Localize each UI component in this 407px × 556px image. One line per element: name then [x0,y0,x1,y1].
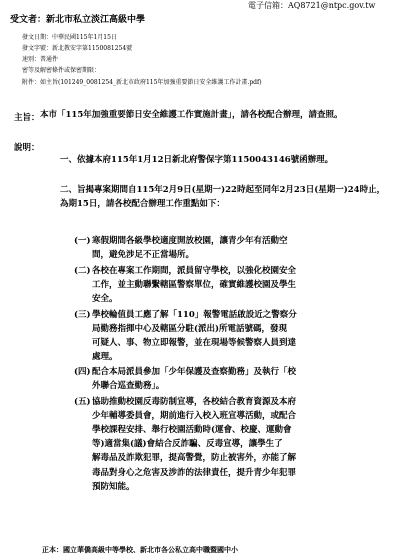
sub-item-line: 工作，並主動聯繫轄區警察單位，確實維護校園及學生 [92,279,297,290]
subject-text: 本市「115年加強重要節日安全維護工作實施計畫」，請各校配合辦理，請查照。 [40,110,343,120]
sub-item-number: (四) [74,367,91,378]
sub-item-line: 解毒品及詐欺犯罪，提高警覺，防止被害外，亦能了解 [92,453,297,464]
sub-item-line: 處理。 [92,351,118,362]
item-text: 旨揭專案期間自115年2月9日(星期一)22時起至同年2月23日(星期一)24時止，為期15日，請各校配合辦理工作重點如下： [60,185,386,209]
sub-item-number: (二) [74,265,91,276]
sub-item-line: 間，避免涉足不正當場所。 [92,250,195,261]
explanation-item-2 [60,183,390,211]
subject-label: 主旨： [14,113,40,123]
explanation-item-1 [60,153,333,167]
sub-item-number: (一) [74,236,91,246]
sub-item-line: 安全。 [92,293,118,304]
footer-copy-to: 正本：國立華僑高級中等學校、新北市各公私立高中職暨國中小 [42,545,238,554]
email-line: 電子信箱：AQ8721@ntpc.gov.tw [248,1,376,10]
doc-attachment: 附件：如主旨(101249_0081254_新北市政府115年加強重要節日安全維護工作計畫.pdf) [22,79,262,86]
sub-item-line: 局勤務指揮中心及轄區分駐(派出)所電話號碼，發現 [92,323,288,334]
item-number: 二、 [60,185,78,195]
sub-item-line: 寒假期間各級學校適度開放校園，讓青少年有活動空 [92,236,288,246]
sub-item-line: 各校在專案工作期間，派員留守學校，以強化校園安全 [92,265,297,276]
doc-secret: 密等及解密條件或保密期限： [22,67,101,74]
sub-item-line: 等)適當集(議)會結合反詐騙、反毒宣導，讓學生了 [92,439,283,450]
doc-date: 發文日期：中華民國115年1月15日 [22,34,117,41]
doc-speed: 速別：普通件 [22,56,59,63]
sub-item-line: 學校輪值員工應了解「110」報警電話啟設近之警察分 [92,309,297,320]
recipient-name: 新北市私立淡江高級中學 [46,15,146,25]
sub-item-line: 學校課程安排、舉行校園活動時(運會、校慶、運動會 [92,425,292,436]
doc-number: 發文字號：新北教安字第1150081254號 [22,45,133,52]
sub-item-line: 協助推動校園反毒防制宣導，各校結合教育資源及本府 [92,397,297,408]
sub-item-line: 配合本局派員參加「少年保護及查察勤務」及執行「校 [92,367,297,378]
explanation-label: 說明： [14,143,40,153]
sub-item-line: 外聯合巡查勤務」。 [92,381,165,392]
recipient-row [10,12,145,25]
sub-item-number: (五) [74,397,91,408]
sub-item-number: (三) [74,309,91,320]
sub-item-line: 可疑人、事、物立即報警，並在現場等候警察人員到達 [92,337,297,348]
sub-item-line: 預防知能。 [92,481,135,492]
recipient-label: 受文者： [10,15,47,25]
sub-item-line: 少年輔導委員會，期前進行入校入班宣導活動，或配合 [92,411,297,422]
item-text: 依據本府115年1月12日新北府警保字第1150043146號函辦理。 [77,155,334,165]
item-number: 一、 [60,155,78,165]
sub-item-line: 毒品對身心之危害及涉詐的法律責任，提升青少年犯罪 [92,467,297,478]
